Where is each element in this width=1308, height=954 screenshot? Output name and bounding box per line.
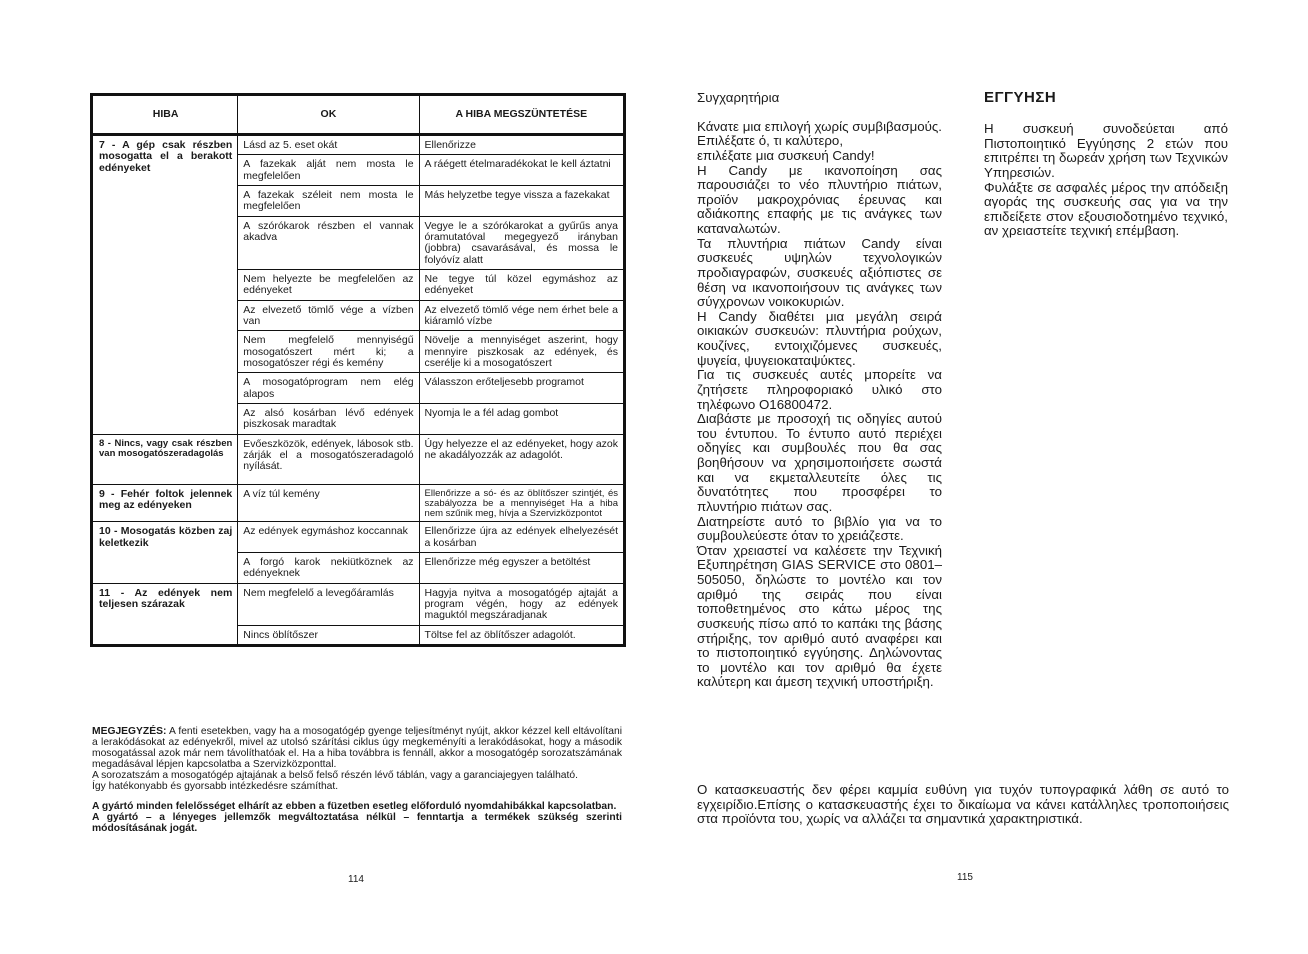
fix-cell: Ellenőrizze újra az edények elhelyezését a kosárban — [419, 522, 624, 553]
fix-cell: Úgy helyezze el az edényeket, hogy azok ne akadályozzák az adagolót. — [419, 434, 624, 484]
manufacturer-disclaimer: Ο κατασκευαστής δεν φέρει καμμία ευθύνη για τυχόν τυπογραφικά λάθη σε αυτό το εγχειρίδιο.Επίσης ο κατασκευαστής έχει το δικαίωμα να κάνει κατάλληλες τροποποιήσεις στα προϊόντα του, χωρίς να αλλάζει τα σημαντικά χαρακτηριστικά. — [697, 782, 1229, 827]
cause-cell: Nem megfelelő a levegőáramlás — [238, 583, 419, 625]
cause-cell: Az alsó kosárban lévő edények piszkosak maradtak — [238, 403, 419, 434]
cause-cell: Nem megfelelő mennyiségű mosogatószert mért ki; a mosogatószer régi és kemény — [238, 331, 419, 373]
header-cause: OK — [238, 95, 419, 135]
note-efficiency: Így hatékonyabb és gyorsabb intézkedésre számíthat. — [92, 781, 339, 793]
intro-paragraph: Διαβάστε με προσοχή τις οδηγίες αυτού του έντυπου. Το έντυπο αυτό περιέχει οδηγίες και συμβουλές που θα σας βοηθήσουν να χρησιμοποιήσετε σωστά και να εκμεταλλευτείτε όλες τις δυνατότητες που προσφέρει το πλυντήριο πιάτων σας. — [697, 411, 942, 514]
intro-column — [697, 91, 942, 690]
liability-disclaimer — [92, 801, 622, 812]
cause-cell: A szórókarok részben el vannak akadva — [238, 216, 419, 269]
fault-cell: 11 - Az edények nem teljesen szárazak — [92, 583, 238, 645]
fix-cell: Ellenőrizze a só- és az öblítőszer szintjét, és szabályozza be a mennyiséget Ha a hiba nem szűnik meg, hívja a Szervizközpontot — [419, 484, 624, 522]
fix-cell: Válasszon erőteljesebb programot — [419, 373, 624, 404]
warranty-title: ΕΓΓΥΗΣΗ — [984, 89, 1057, 106]
note-label: MEGJEGYZÉS: — [92, 726, 167, 737]
fix-cell: Töltse fel az öblítőszer adagolót. — [419, 625, 624, 645]
fix-cell: A ráégett ételmaradékokat le kell áztatni — [419, 155, 624, 186]
page-number-right: 115 — [957, 872, 973, 883]
fix-cell: Vegye le a szórókarokat a gyűrűs anya óramutatóval megegyező irányban (jobbra) csavarásával, és mossa le folyóvíz alatt — [419, 216, 624, 269]
table-row — [92, 583, 625, 625]
intro-paragraph: Κάνατε μια επιλογή χωρίς συμβιβασμούς. Επιλέξατε ό, τι καλύτερο, — [697, 118, 942, 149]
table-row — [92, 434, 625, 484]
fix-cell: Az elvezető tömlő vége nem érhet bele a kiáramló vízbe — [419, 300, 624, 331]
note-text: A fenti esetekben, vagy ha a mosogatógép gyenge teljesítményt nyújt, akkor kézzel kell eltávolítani a lerakódásokat az edényekről, mivel az utolsó szárítási ciklus úgy megkeményíti a lerakódásokat, hogy a második mosogatással azok már nem távolíthatóak el. Ha a hiba továbbra is fennáll, akkor a mosogatógép sorozatszámának megadásával lépjen kapcsolatba a Szervizközponttal. — [92, 726, 622, 771]
greeting: Συγχαρητήρια — [697, 90, 780, 105]
fix-cell: Növelje a mennyiséget aszerint, hogy mennyire piszkosak az edények, és cserélje ki a mosogatószert — [419, 331, 624, 373]
intro-paragraph: Η Candy διαθέτει μια μεγάλη σειρά οικιακών συσκευών: πλυντήρια ρούχων, κουζίνες, εντοιχιζόμενες συσκευές, ψυγεία, ψυγειοκαταψύκτες. — [697, 308, 942, 368]
fault-cell: 8 - Nincs, vagy csak részben van mosogatószeradagolás — [92, 434, 238, 484]
intro-paragraph: Η Candy με ικανοποίηση σας παρουσιάζει το νέο πλυντήριο πιάτων, προϊόν μακροχρόνιας έρευνας και αδιάκοπης επαφής με τις ανάγκες των καταναλωτών. — [697, 162, 942, 236]
table-header-row — [92, 95, 625, 135]
table-row — [92, 135, 625, 155]
cause-cell: A víz túl kemény — [238, 484, 419, 522]
cause-cell: A forgó karok nekiütköznek az edényeknek — [238, 553, 419, 584]
cause-cell: Az elvezető tömlő vége a vízben van — [238, 300, 419, 331]
note-serial-location: A sorozatszám a mosogatógép ajtajának a belső felső részén lévő táblán, vagy a garanciajegyen található. — [92, 770, 578, 782]
modification-text: A gyártó – a lényeges jellemzők megváltoztatása nélkül – fenntartja a termékek szükség szerinti módosításának jogát. — [92, 812, 622, 835]
intro-paragraph: Τα πλυντήρια πιάτων Candy είναι συσκευές υψηλών τεχνολογικών προδιαγραφών, συσκευές αξιόπιστες σε θέση να ικανοποιήσουν τις ανάγκες των σύγχρονων νοικοκυριών. — [697, 235, 942, 310]
fault-cell: 9 - Fehér foltok jelennek meg az edényeken — [92, 484, 238, 522]
cause-cell: A mosogatóprogram nem elég alapos — [238, 373, 419, 404]
cause-cell: Nincs öblítőszer — [238, 625, 419, 645]
note-block — [92, 726, 622, 834]
warranty-section — [984, 89, 1228, 239]
cause-cell: Nem helyezte be megfelelően az edényeket — [238, 269, 419, 300]
modification-disclaimer — [92, 812, 622, 834]
cause-cell: Lásd az 5. eset okát — [238, 135, 419, 155]
intro-paragraph: Διατηρείστε αυτό το βιβλίο για να το συμβουλεύεστε όταν το χρειάζεστε. — [697, 513, 942, 544]
troubleshooting-table — [90, 93, 626, 647]
fault-cell: 10 - Mosogatás közben zaj keletkezik — [92, 522, 238, 583]
warranty-paragraph: Η συσκευή συνοδεύεται από Πιστοποιητικό Εγγύησης 2 ετών που επιτρέπει τη δωρεάν χρήση των Τεχνικών Υπηρεσιών. — [984, 121, 1228, 180]
cause-cell: Az edények egymáshoz koccannak — [238, 522, 419, 553]
table-row — [92, 484, 625, 522]
intro-paragraph: Για τις συσκευές αυτές μπορείτε να ζητήσετε πληροφοριακό υλικό στο τηλέφωνο Ο16800472. — [697, 367, 942, 412]
fix-cell: Más helyzetbe tegye vissza a fazekakat — [419, 185, 624, 216]
cause-cell: A fazekak széleit nem mosta le megfelelően — [238, 185, 419, 216]
warranty-paragraph: Φυλάξτε σε ασφαλές μέρος την απόδειξη αγοράς της συσκευής σας για να την επιδείξετε στον εξουσιοδοτημένο τεχνικό, αν χρειαστείτε τεχνική επέμβαση. — [984, 179, 1228, 239]
cause-cell: Evőeszközök, edények, lábosok stb. zárják el a mosogatószeradagoló nyílását. — [238, 434, 419, 484]
fix-cell: Hagyja nyitva a mosogatógép ajtaját a program végén, hogy az edények maguktól megszáradjanak — [419, 583, 624, 625]
fault-cell: 7 - A gép csak részben mosogatta el a berakott edényeket — [92, 135, 238, 435]
intro-paragraph: Όταν χρειαστεί να καλέσετε την Τεχνική Εξυπηρέτηση GIAS SERVICE στο 0801–505050, δηλώστε το μοντέλο και τον αριθμό της σειράς που είναι τοποθετημένος στο κάτω μέρος της συσκευής πίσω από το καπάκι της βάσης στήριξης, τον αριθμό αυτό αναφέρει και το πιστοποιητικό εγγύησης. Δηλώνοντας το μοντέλο και τον αριθμό θα έχετε καλύτερη και άμεση τεχνική υποστήριξη. — [697, 542, 942, 690]
note-paragraph — [92, 726, 622, 770]
header-fix: A HIBA MEGSZÜNTETÉSE — [419, 95, 624, 135]
liability-text: A gyártó minden felelősséget elhárít az ebben a füzetben esetleg előforduló nyomdahibákkal kapcsolatban. — [92, 801, 617, 813]
intro-paragraph: επιλέξατε μια συσκευή Candy! — [697, 147, 875, 163]
table-row — [92, 522, 625, 553]
header-fault: HIBA — [92, 95, 238, 135]
fix-cell: Ne tegye túl közel egymáshoz az edényeket — [419, 269, 624, 300]
cause-cell: A fazekak alját nem mosta le megfelelően — [238, 155, 419, 186]
fix-cell: Ellenőrizze — [419, 135, 624, 155]
page-number-left: 114 — [348, 874, 364, 885]
fix-cell: Ellenőrizze még egyszer a betöltést — [419, 553, 624, 584]
fix-cell: Nyomja le a fél adag gombot — [419, 403, 624, 434]
